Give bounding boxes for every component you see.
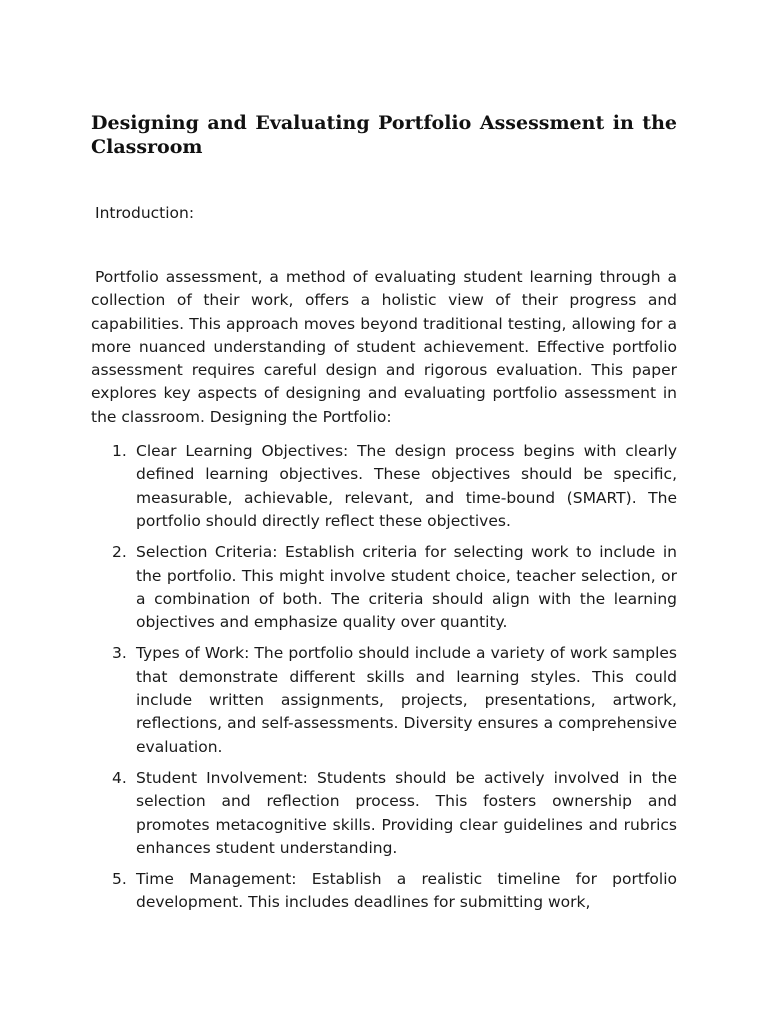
introduction-paragraph: Portfolio assessment, a method of evaluating student learning through a collection of their work, offers a holistic view of their progress and capabilities. This approach moves beyond traditional testing, allowing for a more nuanced understanding of student achievement. Effective portfolio assessment requires careful design and rigorous evaluation. This paper explores key aspects of designing and evaluating portfolio assessment in the classroom. Designing the Portfolio: [91,268,677,426]
design-steps-list [91,440,677,915]
list-item-number: 3. [112,644,127,663]
list-item-number: 4. [112,768,127,787]
list-item-number: 1. [112,442,127,461]
document-body [91,111,677,923]
list-item-text: Time Management: Establish a realistic timeline for portfolio development. This includes deadlines for submitting work, [136,870,677,912]
list-item-number: 5. [112,870,127,889]
list-item [91,541,677,634]
list-item [91,767,677,860]
list-item-number: 2. [112,543,127,562]
introduction-heading: Introduction: [95,204,195,222]
list-item [91,868,677,915]
document-title: Designing and Evaluating Portfolio Assessment in the Classroom [91,112,677,158]
list-item-text: Clear Learning Objectives: The design process begins with clearly defined learning objectives. These objectives should be specific, measurable, achievable, relevant, and time-bound (SMART). The portfolio should directly reflect these objectives. [136,442,677,530]
list-item-text: Student Involvement: Students should be actively involved in the selection and reflection process. This fosters ownership and promotes metacognitive skills. Providing clear guidelines and rubrics enhances student understanding. [136,768,677,857]
list-item-text: Selection Criteria: Establish criteria for selecting work to include in the portfolio. This might involve student choice, teacher selection, or a combination of both. The criteria should align with the learning objectives and emphasize quality over quantity. [136,543,677,632]
list-item-text: Types of Work: The portfolio should include a variety of work samples that demonstrate different skills and learning styles. This could include written assignments, projects, presentations, artwork, reflections, and self-assessments. Diversity ensures a comprehensive evaluation. [136,644,677,756]
list-item [91,440,677,533]
list-item [91,642,677,758]
